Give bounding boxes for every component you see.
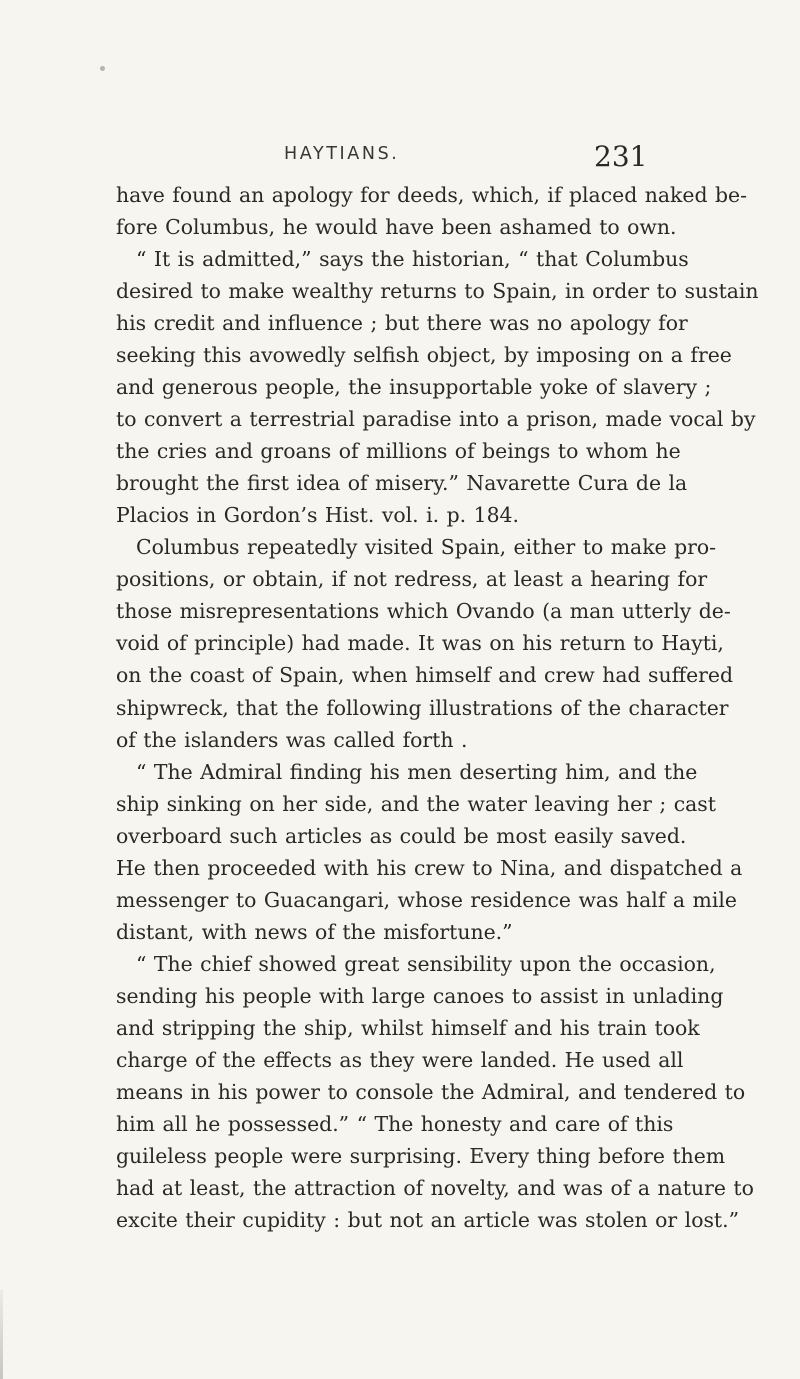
text-line: He then proceeded with his crew to Nina, and dispatched a	[116, 855, 743, 880]
text-line: fore Columbus, he would have been ashamed to own.	[116, 215, 677, 240]
ink-spot	[100, 66, 105, 71]
text-line: distant, with news of the misfortune.”	[116, 919, 513, 944]
text-line: on the coast of Spain, when himself and crew had suffered	[116, 663, 734, 688]
text-line: his credit and influence ; but there was no apology for	[116, 311, 688, 336]
text-line: had at least, the attraction of novelty, and was of a nature to	[116, 1175, 754, 1200]
running-head: HAYTIANS.	[284, 144, 400, 164]
text-line: those misrepresentations which Ovando (a man utterly de-	[116, 599, 731, 624]
text-line: and generous people, the insupportable yoke of slavery ;	[116, 375, 712, 400]
text-line: seeking this avowedly selfish object, by imposing on a free	[116, 343, 732, 368]
text-line: positions, or obtain, if not redress, at least a hearing for	[116, 567, 708, 592]
text-line: brought the first idea of misery.” Navarette Cura de la	[116, 471, 688, 496]
text-line: Columbus repeatedly visited Spain, either to make pro-	[136, 535, 717, 560]
text-line: means in his power to console the Admiral, and tendered to	[116, 1079, 746, 1104]
text-line: messenger to Guacangari, whose residence was half a mile	[116, 887, 737, 912]
text-line: sending his people with large canoes to assist in unlading	[116, 983, 724, 1008]
text-line: the cries and groans of millions of beings to whom he	[116, 439, 681, 464]
text-line: void of principle) had made. It was on his return to Hayti,	[116, 631, 724, 656]
text-line: Placios in Gordon’s Hist. vol. i. p. 184.	[116, 503, 520, 528]
text-line: of the islanders was called forth .	[116, 727, 468, 752]
text-line: to convert a terrestrial paradise into a prison, made vocal by	[116, 407, 756, 432]
page-header	[0, 140, 800, 180]
text-line: excite their cupidity : but not an article was stolen or lost.”	[116, 1208, 740, 1232]
text-line: “ The chief showed great sensibility upon the occasion,	[136, 951, 716, 976]
text-line: shipwreck, that the following illustrations of the character	[116, 695, 729, 720]
text-line: charge of the effects as they were landed. He used all	[116, 1047, 684, 1072]
text-line: him all he possessed.” “ The honesty and care of this	[116, 1111, 674, 1136]
page-number: 231	[594, 140, 648, 173]
page-edge-shadow	[0, 1290, 3, 1379]
text-line: and stripping the ship, whilst himself and his train took	[116, 1015, 700, 1040]
text-line: “ The Admiral finding his men deserting him, and the	[136, 759, 698, 784]
text-line: guileless people were surprising. Every thing before them	[116, 1143, 726, 1168]
text-line: “ It is admitted,” says the historian, “ that Columbus	[136, 247, 689, 272]
text-line: overboard such articles as could be most easily saved.	[116, 823, 687, 848]
body-text	[116, 179, 759, 1236]
text-line: ship sinking on her side, and the water leaving her ; cast	[116, 791, 716, 816]
text-line: desired to make wealthy returns to Spain, in order to sustain	[116, 279, 759, 304]
text-line: have found an apology for deeds, which, if placed naked be-	[116, 183, 747, 207]
